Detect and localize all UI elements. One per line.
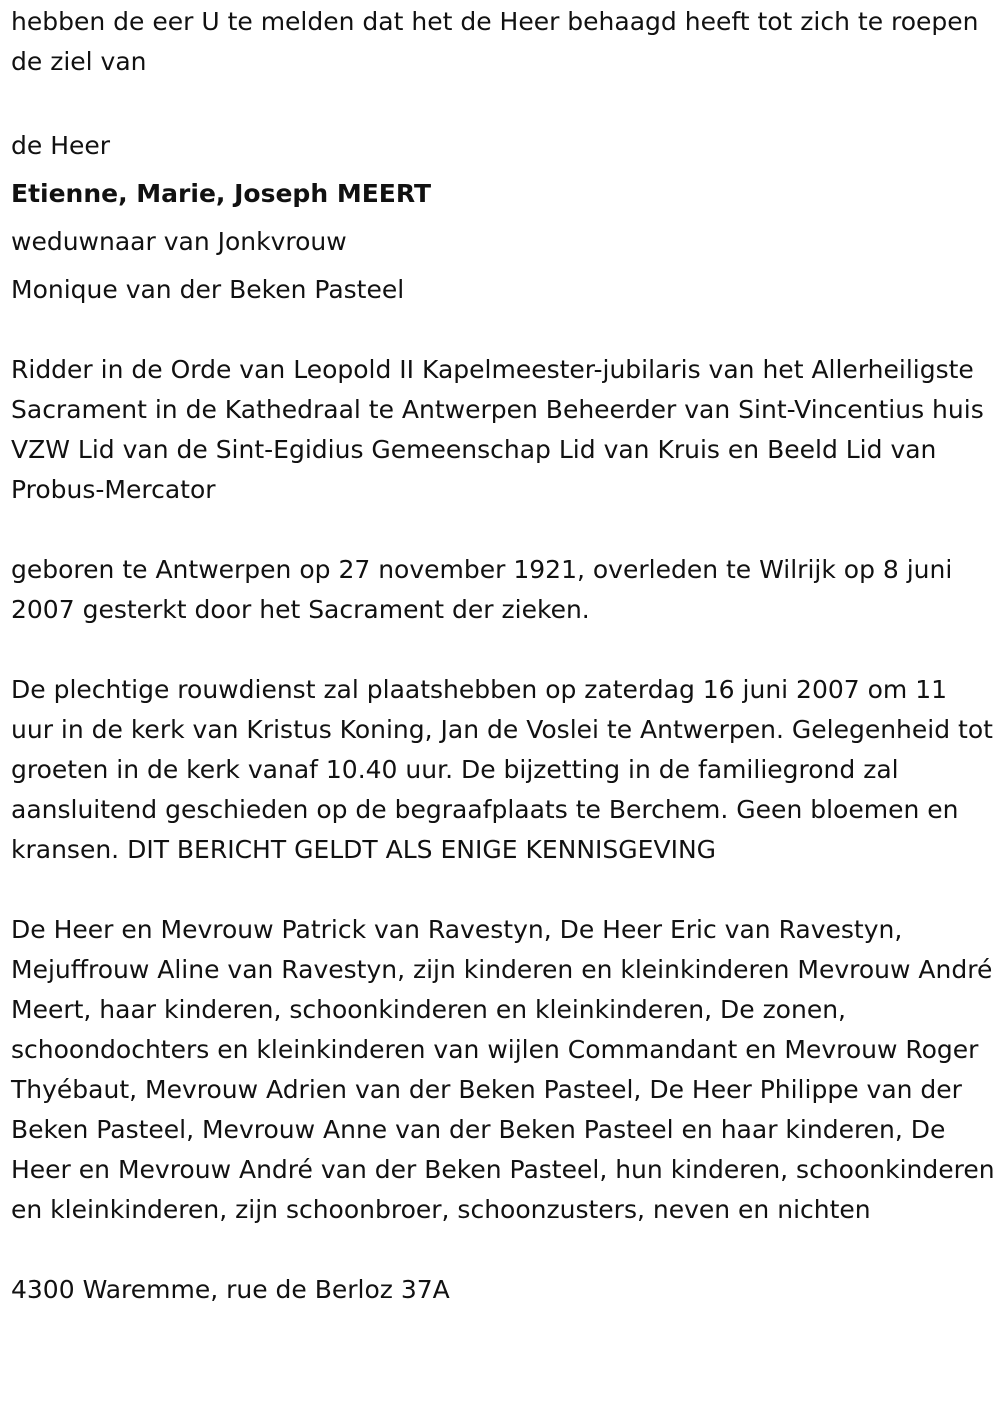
life-dates-paragraph: geboren te Antwerpen op 27 november 1921, overleden te Wilrijk op 8 juni 2007 gesterkt door het Sacrament der zieken. — [11, 555, 953, 624]
spacer — [11, 314, 996, 350]
spacer — [11, 870, 996, 910]
spacer — [11, 630, 996, 670]
intro-paragraph: hebben de eer U te melden dat het de Heer behaagd heeft tot zich te roepen de ziel van — [11, 7, 979, 76]
spacer — [11, 82, 996, 122]
spacer — [11, 1230, 996, 1270]
obituary-document — [11, 2, 996, 1310]
deceased-name: Etienne, Marie, Joseph MEERT — [11, 179, 432, 208]
widower-line: weduwnaar van Jonkvrouw — [11, 227, 347, 256]
title-prefix: de Heer — [11, 131, 111, 160]
family-paragraph: De Heer en Mevrouw Patrick van Ravestyn, De Heer Eric van Ravestyn, Mejuffrouw Aline van Ravestyn, zijn kinderen en kleinkinderen Mevrouw André Meert, haar kinderen, schoonkinderen en kleinkinderen, De zonen, schoondochters en kleinkinderen van wijlen Commandant en Mevrouw Roger Thyébaut, Mevrouw Adrien van der Beken Pasteel, De Heer Philippe van der Beken Pasteel, Mevrouw Anne van der Beken Pasteel en haar kinderen, De Heer en Mevrouw André van der Beken Pasteel, hun kinderen, schoonkinderen en kleinkinderen, zijn schoonbroer, schoonzusters, neven en nichten — [11, 915, 995, 1224]
honors-paragraph: Ridder in de Orde van Leopold II Kapelmeester-jubilaris van het Allerheiligste Sacrament in de Kathedraal te Antwerpen Beheerder van Sint-Vincentius huis VZW Lid van de Sint-Egidius Gemeenschap Lid van Kruis en Beeld Lid van Probus-Mercator — [11, 355, 984, 504]
spacer — [11, 510, 996, 550]
service-paragraph: De plechtige rouwdienst zal plaatshebben op zaterdag 16 juni 2007 om 11 uur in de kerk van Kristus Koning, Jan de Voslei te Antwerpen. Gelegenheid tot groeten in de kerk vanaf 10.40 uur. De bijzetting in de familiegrond zal aansluitend geschieden op de begraafplaats te Berchem. Geen bloemen en kransen. DIT BERICHT GELDT ALS ENIGE KENNISGEVING — [11, 675, 993, 864]
address-line: 4300 Waremme, rue de Berloz 37A — [11, 1275, 450, 1304]
spouse-name: Monique van der Beken Pasteel — [11, 275, 405, 304]
